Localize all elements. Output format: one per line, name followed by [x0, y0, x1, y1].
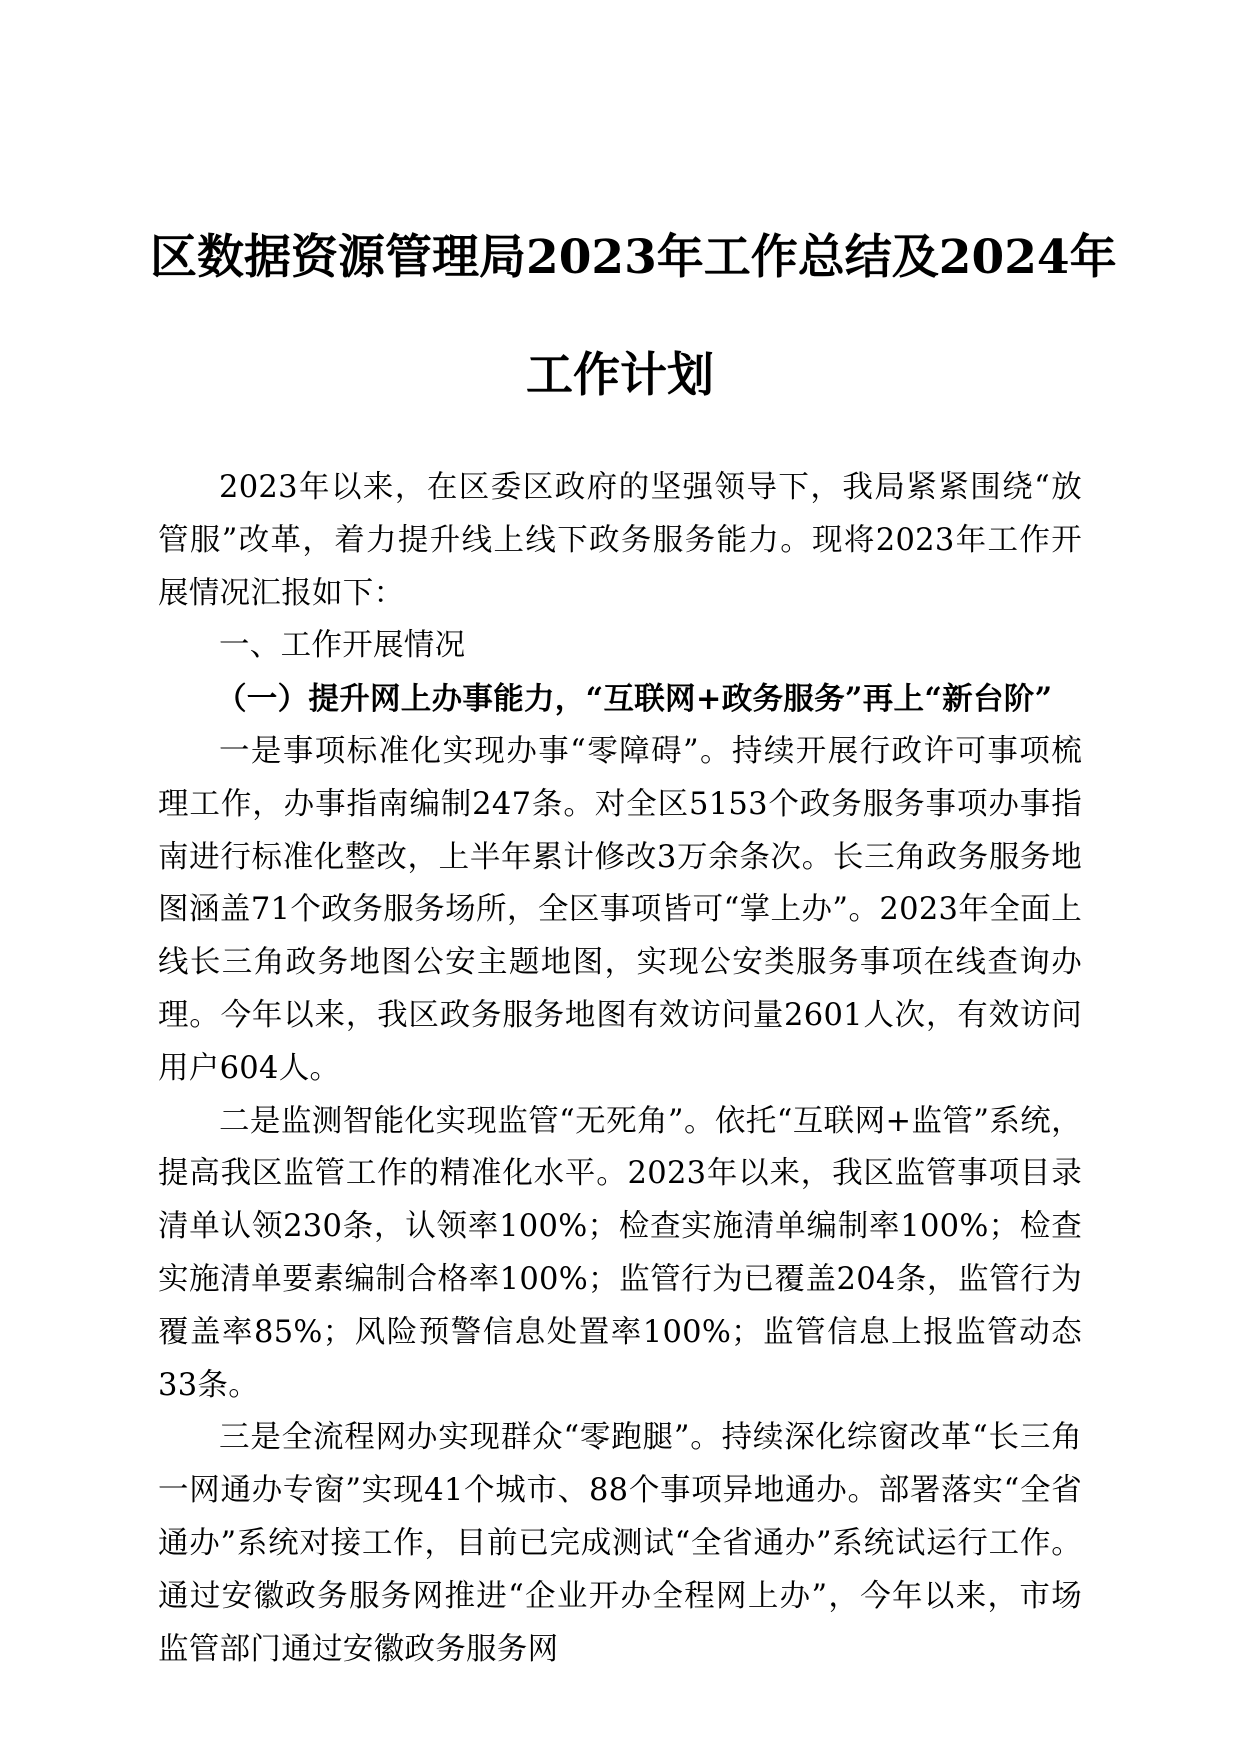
- document-body: [158, 462, 1082, 1676]
- document-title-line-1: 区数据资源管理局2023年工作总结及2024年: [150, 230, 1117, 285]
- paragraph-online-service: 三是全流程网办实现群众“零跑腿”。持续深化综窗改革“长三角一网通办专窗”实现41个城市、88个事项异地通办。部署落实“全省通办”系统对接工作，目前已完成测试“全省通办”系统试运行工作。通过安徽政务服务网推进“企业开办全程网上办”，今年以来，市场监管部门通过安徽政务服务网: [158, 1420, 1082, 1667]
- subsection-heading-1: （一）提升网上办事能力，“互联网+政务服务”再上“新台阶”: [216, 681, 1053, 718]
- intro-paragraph: 2023年以来，在区委区政府的坚强领导下，我局紧紧围绕“放管服”改革，着力提升线上线下政务服务能力。现将2023年工作开展情况汇报如下：: [158, 470, 1082, 611]
- document-title-line-2: 工作计划: [526, 348, 714, 403]
- paragraph-standardization: 一是事项标准化实现办事“零障碍”。持续开展行政许可事项梳理工作，办事指南编制247条。对全区5153个政务服务事项办事指南进行标准化整改，上半年累计修改3万余条次。长三角政务服务地图涵盖71个政务服务场所，全区事项皆可“掌上办”。2023年全面上线长三角政务地图公安主题地图，实现公安类服务事项在线查询办理。今年以来，我区政务服务地图有效访问量2601人次，有效访问用户604人。: [158, 733, 1082, 1086]
- section-heading-1: 一、工作开展情况: [219, 628, 466, 664]
- paragraph-supervision: 二是监测智能化实现监管“无死角”。依托“互联网+监管”系统，提高我区监管工作的精准化水平。2023年以来，我区监管事项目录清单认领230条，认领率100%；检查实施清单编制率100%；检查实施清单要素编制合格率100%；监管行为已覆盖204条，监管行为覆盖率85%；风险预警信息处置率100%；监管信息上报监管动态33条。: [158, 1103, 1082, 1403]
